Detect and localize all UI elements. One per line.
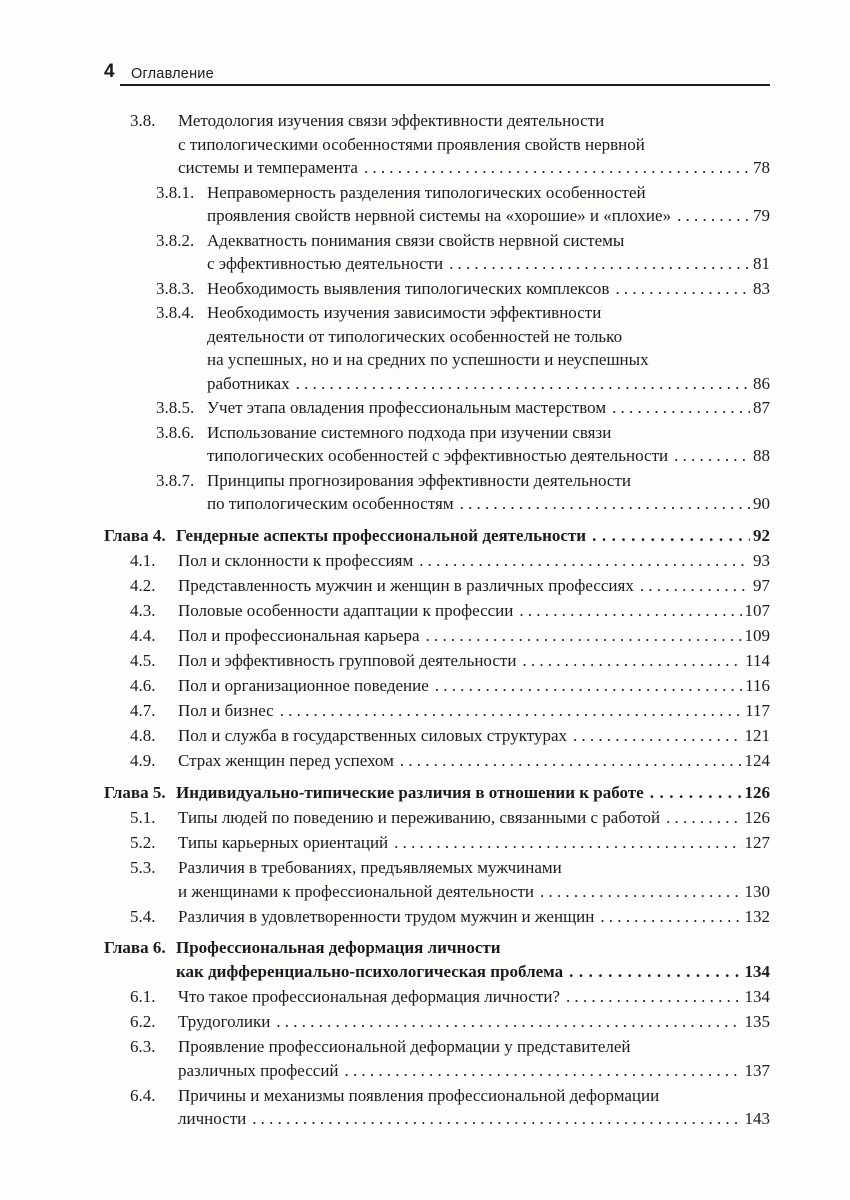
toc-entry — [104, 1010, 770, 1034]
dot-leader — [400, 749, 742, 773]
toc-entry — [104, 724, 770, 748]
dot-leader — [566, 985, 742, 1009]
toc-page-number: 114 — [745, 651, 770, 670]
toc-entry-number: 4.3. — [130, 601, 156, 620]
toc-entry-line — [178, 156, 770, 180]
toc-entry-line — [178, 905, 770, 929]
toc-entry-number: 4.4. — [130, 626, 156, 645]
dot-leader — [592, 524, 750, 548]
toc-entry — [104, 549, 770, 573]
toc-page-number: 116 — [745, 676, 770, 695]
toc-entry-line — [178, 1059, 770, 1083]
toc-entry-text: Профессиональная деформация личности — [176, 938, 501, 957]
toc-entry-line — [207, 492, 770, 516]
toc-entry — [104, 524, 770, 548]
toc-page-number: 126 — [744, 782, 770, 802]
toc-entry — [104, 109, 770, 180]
toc-entry-text: Учет этапа овладения профессиональным мастерством — [207, 398, 607, 417]
toc-entry — [104, 749, 770, 773]
toc-page-number: 134 — [744, 987, 770, 1006]
toc-entry-line — [178, 985, 770, 1009]
toc-entry — [104, 905, 770, 929]
toc-entry-line — [178, 574, 770, 598]
toc-entry-line — [178, 724, 770, 748]
toc-entry — [104, 277, 770, 301]
toc-entry-line — [207, 229, 770, 253]
dot-leader — [522, 649, 742, 673]
dot-leader — [519, 599, 741, 623]
toc-entry-line — [207, 252, 770, 276]
toc-entry-line — [207, 372, 770, 396]
toc-page-number: 97 — [753, 576, 770, 595]
toc-page-number: 134 — [744, 961, 770, 981]
toc-entry — [104, 985, 770, 1009]
toc-entry — [104, 599, 770, 623]
toc-entry-line — [207, 469, 770, 493]
toc-entry-number: 5.2. — [130, 833, 156, 852]
toc-entry-line — [176, 524, 770, 548]
toc-entry — [104, 831, 770, 855]
dot-leader — [364, 156, 750, 180]
toc-entry-line — [178, 856, 770, 880]
toc-entry-number: Глава 4. — [104, 525, 166, 545]
toc-entry-line — [207, 301, 770, 325]
toc-page-number: 143 — [744, 1109, 770, 1128]
page-header — [104, 61, 770, 86]
toc-entry — [104, 574, 770, 598]
dot-leader — [449, 252, 750, 276]
toc-entry-text: типологических особенностей с эффективностью деятельности — [207, 446, 669, 465]
toc-entry-text: Пол и склонности к профессиям — [178, 551, 414, 570]
toc-entry-text: Половые особенности адаптации к профессии — [178, 601, 514, 620]
dot-leader — [666, 806, 741, 830]
toc-entry-number: 4.5. — [130, 651, 156, 670]
toc-page-number: 78 — [753, 158, 770, 177]
toc-entry-text: с эффективностью деятельности — [207, 254, 444, 273]
toc-entry-number: 3.8.1. — [156, 182, 195, 202]
toc-entry-number: Глава 5. — [104, 782, 166, 802]
toc-entry-text: Различия в требованиях, предъявляемых мужчинами — [178, 858, 562, 877]
toc-page-number: 92 — [753, 525, 770, 545]
toc-entry-text: Пол и профессиональная карьера — [178, 626, 420, 645]
toc-entry-text: Причины и механизмы появления профессиональной деформации — [178, 1085, 660, 1105]
toc-entry-line — [178, 674, 770, 698]
toc-page-number: 86 — [753, 373, 770, 393]
toc-entry-line — [176, 960, 770, 984]
toc-entry — [104, 936, 770, 983]
toc-entry-line — [176, 781, 770, 805]
toc-entry-text: Гендерные аспекты профессиональной деятельности — [176, 525, 587, 545]
toc-entry-text: Использование системного подхода при изучении связи — [207, 422, 612, 442]
toc-entry-text: Методология изучения связи эффективности деятельности — [178, 111, 605, 130]
toc-entry-line — [178, 831, 770, 855]
dot-leader — [419, 549, 750, 573]
toc-entry-number: 4.6. — [130, 676, 156, 695]
toc-entry-text: как дифференциально-психологическая проблема — [176, 961, 564, 981]
toc-entry-text: Адекватность понимания связи свойств нервной системы — [207, 230, 625, 250]
toc-entry-line — [178, 806, 770, 830]
toc-entry-number: 3.8.5. — [156, 398, 195, 417]
toc-entry-number: Глава 6. — [104, 938, 166, 957]
toc-entry-text: Различия в удовлетворенности трудом мужчин и женщин — [178, 906, 595, 926]
toc-page-number: 137 — [744, 1060, 770, 1080]
toc-page-number: 83 — [753, 278, 770, 298]
toc-entry — [104, 469, 770, 516]
toc-entry-text: Представленность мужчин и женщин в различных профессиях — [178, 576, 634, 595]
toc-entry-text: Пол и организационное поведение — [178, 676, 429, 695]
dot-leader — [460, 492, 750, 516]
toc-entry-text: деятельности от типологических особенностей не только — [207, 326, 623, 346]
toc-entry-line — [207, 348, 770, 372]
toc-page-number: 81 — [753, 254, 770, 273]
dot-leader — [252, 1107, 741, 1131]
toc-entry — [104, 1084, 770, 1131]
toc-entry-text: Принципы прогнозирования эффективности деятельности — [207, 470, 631, 490]
toc-entry — [104, 301, 770, 395]
toc-entry-line — [207, 277, 770, 301]
toc-entry-line — [207, 181, 770, 205]
dot-leader — [573, 724, 742, 748]
toc-entry — [104, 806, 770, 830]
toc-entry — [104, 856, 770, 903]
dot-leader — [674, 444, 750, 468]
toc-entry-line — [207, 204, 770, 228]
toc-page-number: 87 — [753, 398, 770, 417]
dot-leader — [426, 624, 742, 648]
toc-page-number: 135 — [744, 1012, 770, 1031]
toc-page-number: 117 — [745, 701, 770, 720]
toc-page-number: 130 — [744, 881, 770, 901]
toc-entry-number: 3.8. — [130, 111, 156, 130]
toc-entry-text: Проявление профессиональной деформации у представителей — [178, 1037, 631, 1056]
toc-entry-text: Необходимость выявления типологических комплексов — [207, 278, 610, 298]
toc-entry-number: 3.8.3. — [156, 278, 195, 298]
toc-entry — [104, 674, 770, 698]
dot-leader — [612, 396, 750, 420]
dot-leader — [650, 781, 742, 805]
toc-entry-line — [207, 421, 770, 445]
dot-leader — [394, 831, 741, 855]
dot-leader — [435, 674, 742, 698]
toc-list — [104, 109, 770, 1131]
toc-page-number: 107 — [744, 601, 770, 620]
toc-page-number: 93 — [753, 551, 770, 570]
toc-entry-text: Страх женщин перед успехом — [178, 751, 394, 770]
toc-entry-text: Неправомерность разделения типологических особенностей — [207, 182, 646, 202]
toc-entry-number: 6.1. — [130, 987, 156, 1006]
toc-entry-number: 4.2. — [130, 576, 156, 595]
toc-page-number: 126 — [744, 808, 770, 827]
toc-entry-line — [178, 699, 770, 723]
toc-entry — [104, 181, 770, 228]
toc-entry-number: 6.4. — [130, 1085, 156, 1105]
toc-entry-number: 5.3. — [130, 858, 156, 877]
toc-entry-number: 3.8.6. — [156, 422, 195, 442]
toc-entry-line — [178, 649, 770, 673]
toc-entry-number: 6.3. — [130, 1037, 156, 1056]
toc-entry-number: 4.9. — [130, 751, 156, 770]
toc-entry-line — [178, 109, 770, 133]
dot-leader — [615, 277, 750, 301]
toc-entry-text: по типологическим особенностям — [207, 494, 454, 513]
toc-entry — [104, 624, 770, 648]
toc-entry-number: 3.8.2. — [156, 230, 195, 250]
toc-entry-text: на успешных, но и на средних по успешности и неуспешных — [207, 350, 649, 369]
toc-entry-line — [178, 1084, 770, 1108]
toc-entry — [104, 649, 770, 673]
toc-entry-text: Пол и бизнес — [178, 701, 274, 720]
dot-leader — [677, 204, 750, 228]
page-number: 4 — [104, 61, 115, 82]
toc-entry-number: 4.7. — [130, 701, 156, 720]
toc-entry-text: Типы карьерных ориентаций — [178, 833, 389, 852]
toc-entry-number: 3.8.4. — [156, 303, 195, 322]
toc-entry-line — [178, 1010, 770, 1034]
toc-page-number: 90 — [753, 494, 770, 513]
toc-entry-line — [178, 133, 770, 157]
toc-entry — [104, 421, 770, 468]
toc-entry-text: и женщинами к профессиональной деятельности — [178, 881, 535, 901]
toc-entry — [104, 229, 770, 276]
toc-entry — [104, 1035, 770, 1082]
toc-page-number: 88 — [753, 446, 770, 465]
toc-entry-line — [178, 549, 770, 573]
toc-entry-line — [178, 1035, 770, 1059]
toc-entry-number: 5.4. — [130, 906, 156, 926]
toc-entry-number: 6.2. — [130, 1012, 156, 1031]
toc-entry-text: работниках — [207, 373, 290, 393]
toc-entry-text: Что такое профессиональная деформация личности? — [178, 987, 560, 1006]
toc-entry-text: Типы людей по поведению и переживанию, связанными с работой — [178, 808, 661, 827]
toc-entry-line — [178, 749, 770, 773]
toc-entry-line — [207, 396, 770, 420]
toc-entry-line — [207, 325, 770, 349]
toc-entry-text: личности — [178, 1109, 247, 1128]
toc-page-number: 79 — [753, 206, 770, 225]
dot-leader — [640, 574, 750, 598]
toc-entry-number: 4.8. — [130, 726, 156, 745]
dot-leader — [276, 1010, 741, 1034]
toc-entry-text: с типологическими особенностями проявления свойств нервной — [178, 134, 645, 154]
toc-entry — [104, 396, 770, 420]
dot-leader — [296, 372, 750, 396]
toc-entry-text: различных профессий — [178, 1060, 339, 1080]
toc-entry-number: 5.1. — [130, 808, 156, 827]
toc-entry-text: системы и темперамента — [178, 158, 358, 177]
toc-entry-text: Трудоголики — [178, 1012, 271, 1031]
toc-entry-line — [176, 936, 770, 960]
toc-entry-text: Индивидуально-типические различия в отношении к работе — [176, 782, 644, 802]
toc-entry-line — [207, 444, 770, 468]
dot-leader — [345, 1059, 742, 1083]
toc-entry-number: 4.1. — [130, 551, 156, 570]
toc-page-number: 121 — [744, 726, 770, 745]
toc-entry-text: проявления свойств нервной системы на «хорошие» и «плохие» — [207, 206, 672, 225]
toc-entry-text: Пол и служба в государственных силовых структурах — [178, 726, 567, 745]
dot-leader — [600, 905, 741, 929]
dot-leader — [280, 699, 742, 723]
toc-page-number: 109 — [744, 626, 770, 645]
toc-entry-line — [178, 624, 770, 648]
toc-entry — [104, 781, 770, 805]
header-rule — [120, 84, 770, 86]
toc-entry-number: 3.8.7. — [156, 470, 195, 490]
toc-entry-text: Необходимость изучения зависимости эффективности — [207, 303, 602, 322]
toc-entry-line — [178, 880, 770, 904]
dot-leader — [569, 960, 741, 984]
running-head-title: Оглавление — [131, 66, 214, 82]
toc-entry — [104, 699, 770, 723]
dot-leader — [540, 880, 741, 904]
toc-entry-text: Пол и эффективность групповой деятельности — [178, 651, 517, 670]
toc-page-number: 124 — [744, 751, 770, 770]
toc-page-number: 132 — [744, 906, 770, 926]
toc-entry-line — [178, 1107, 770, 1131]
toc-page-number: 127 — [744, 833, 770, 852]
toc-entry-line — [178, 599, 770, 623]
